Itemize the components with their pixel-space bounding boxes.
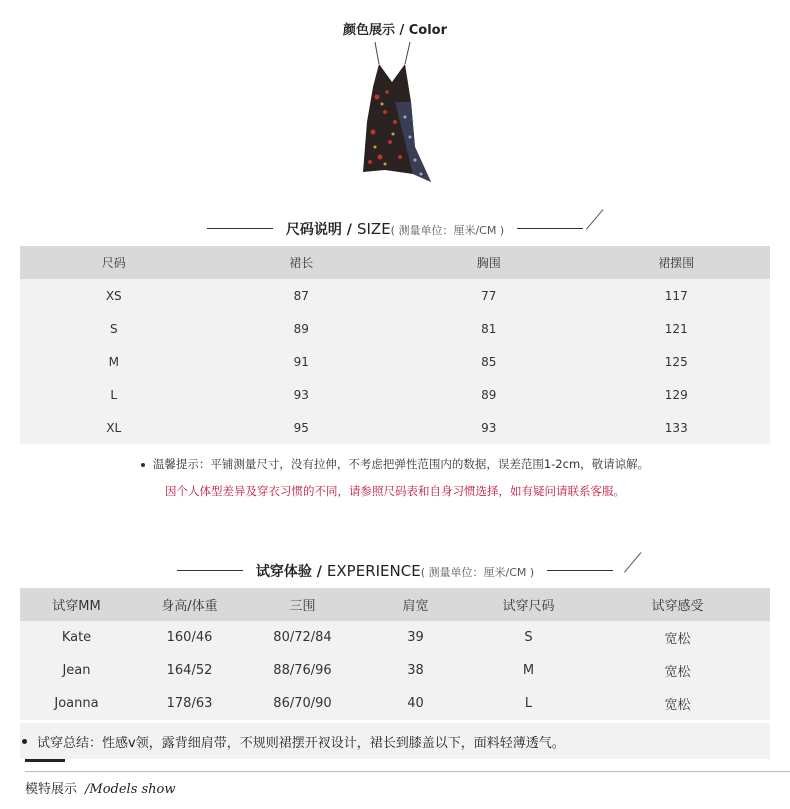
size-title-en: SIZE <box>356 219 391 238</box>
table-cell: S <box>524 630 533 645</box>
table-row <box>20 687 770 720</box>
table-cell: 宽松 <box>664 698 691 713</box>
header-cell: 尺码 <box>101 256 126 270</box>
table-cell: 93 <box>293 387 309 402</box>
table-cell: Joanna <box>54 696 99 711</box>
size-section-heading <box>0 218 790 239</box>
models-accent-bar <box>25 759 65 762</box>
table-header-row <box>20 246 770 279</box>
header-cell: 裙摆围 <box>658 256 695 270</box>
table-cell: M <box>108 354 119 369</box>
header-cell: 肩宽 <box>402 599 429 614</box>
bullet-icon <box>141 463 145 467</box>
header-cell: 试穿MM <box>52 599 101 614</box>
table-cell: XL <box>106 420 122 435</box>
table-cell: 86/70/90 <box>273 696 332 711</box>
table-row <box>20 345 770 378</box>
table-row <box>20 312 770 345</box>
table-cell: 93 <box>481 420 497 435</box>
models-section-title <box>25 778 176 797</box>
table-cell: 宽松 <box>664 632 691 647</box>
table-cell: 160/46 <box>166 630 213 645</box>
table-cell: 95 <box>293 420 309 435</box>
table-row <box>20 654 770 687</box>
bullet-icon <box>22 739 27 744</box>
header-cell: 裙长 <box>289 256 314 270</box>
color-section-title: 颜色展示 / Color <box>342 23 448 38</box>
table-row <box>20 411 770 444</box>
experience-summary <box>20 723 770 759</box>
table-cell: 77 <box>481 288 497 303</box>
header-cell: 试穿感受 <box>651 599 704 614</box>
table-cell: 89 <box>481 387 497 402</box>
table-cell: 89 <box>293 321 309 336</box>
size-tip-text: 温馨提示：平铺测量尺寸，没有拉伸，不考虑把弹性范围内的数据，误差范围1-2cm，敬请谅解。 <box>152 457 650 471</box>
experience-unit: ( 测量单位：厘米/CM ) <box>420 565 535 579</box>
table-cell: 87 <box>293 288 309 303</box>
table-cell: 121 <box>664 321 688 336</box>
table-row <box>20 279 770 312</box>
table-cell: 125 <box>664 354 688 369</box>
table-cell: 宽松 <box>664 665 691 680</box>
header-cell: 胸围 <box>476 256 501 270</box>
experience-section-heading <box>0 560 790 581</box>
table-cell: 85 <box>481 354 497 369</box>
table-cell: 40 <box>407 696 424 711</box>
size-table <box>20 246 770 444</box>
table-cell: S <box>109 321 118 336</box>
table-cell: 88/76/96 <box>273 663 332 678</box>
size-tip <box>0 456 790 472</box>
size-unit: ( 测量单位：厘米/CM ) <box>390 223 505 237</box>
table-cell: 164/52 <box>166 663 213 678</box>
size-note: 因个人体型差异及穿衣习惯的不同，请参照尺码表和自身习惯选择，如有疑问请联系客服。 <box>165 484 625 498</box>
table-cell: XS <box>105 288 122 303</box>
header-cell: 身高/体重 <box>161 599 218 614</box>
table-cell: 133 <box>664 420 688 435</box>
table-cell: L <box>524 696 533 711</box>
experience-title-cn: 试穿体验 / <box>255 563 322 580</box>
size-title-cn: 尺码说明 / <box>285 221 352 238</box>
table-cell: Jean <box>62 663 91 678</box>
table-cell: 117 <box>664 288 688 303</box>
header-cell: 试穿尺码 <box>502 599 555 614</box>
table-row <box>20 378 770 411</box>
header-cell: 三围 <box>289 599 316 614</box>
table-row <box>20 621 770 654</box>
models-title-cn: 模特展示 <box>25 782 78 797</box>
models-title-en: /Models show <box>85 782 176 797</box>
table-cell: 38 <box>407 663 424 678</box>
table-cell: 80/72/84 <box>273 630 332 645</box>
summary-text: 试穿总结：性感v领，露背细肩带，不规则裙摆开衩设计，裙长到膝盖以下，面料轻薄透气。 <box>37 735 565 751</box>
dress-image <box>355 42 435 187</box>
table-header-row <box>20 588 770 621</box>
experience-title-en: EXPERIENCE <box>326 561 421 580</box>
table-cell: 129 <box>664 387 688 402</box>
models-divider <box>25 771 790 772</box>
table-cell: L <box>110 387 118 402</box>
table-cell: 178/63 <box>166 696 213 711</box>
table-cell: Kate <box>61 630 92 645</box>
table-cell: M <box>522 663 535 678</box>
table-cell: 91 <box>293 354 309 369</box>
table-cell: 81 <box>481 321 497 336</box>
experience-table <box>20 588 770 720</box>
table-cell: 39 <box>407 630 424 645</box>
